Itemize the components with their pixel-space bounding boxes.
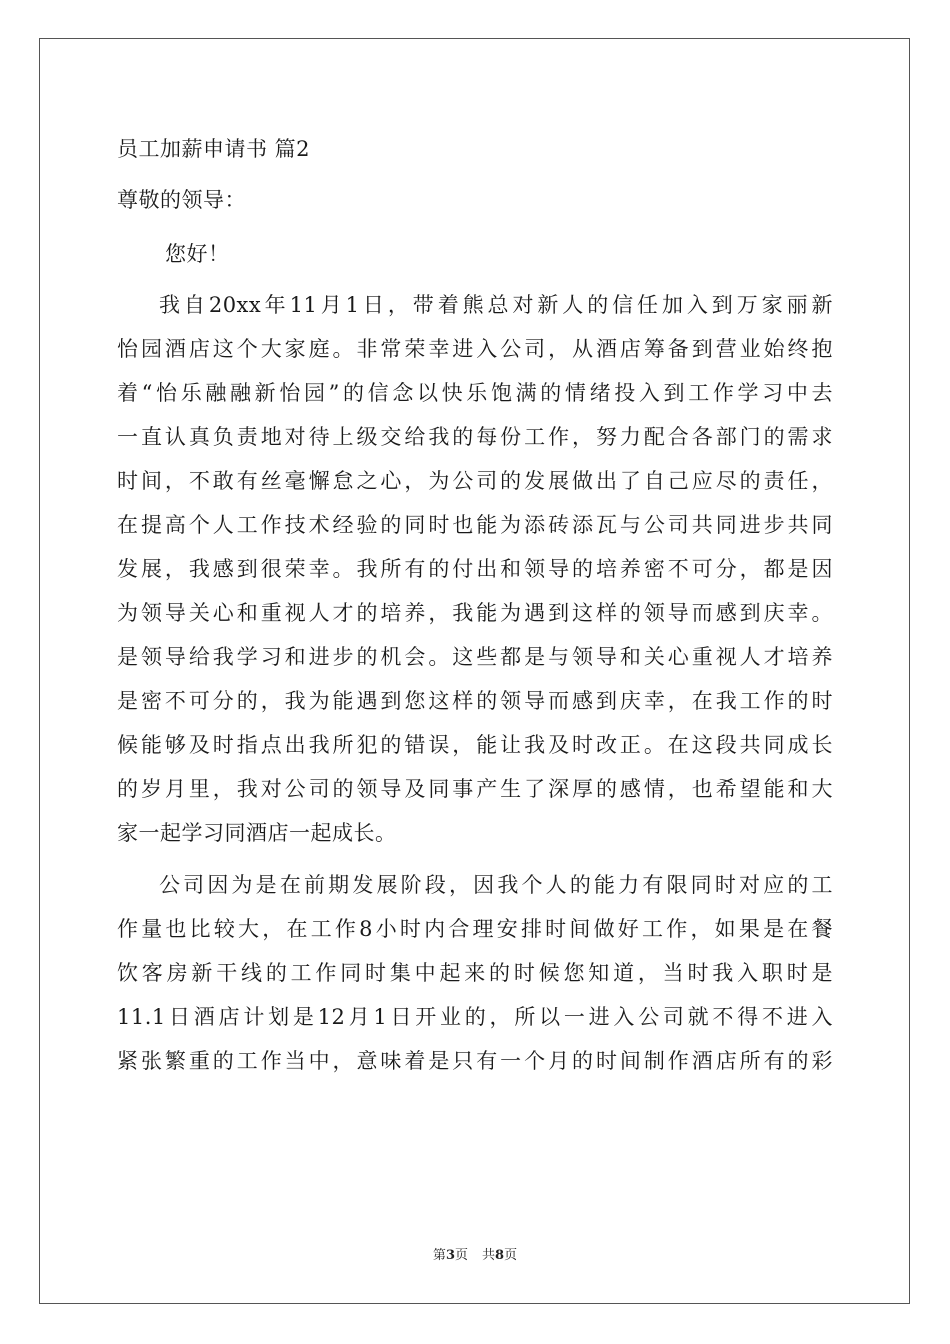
paragraph-line: 是密不可分的，我为能遇到您这样的领导而感到庆幸，在我工作的时	[117, 689, 833, 713]
paragraph-line: 候能够及时指点出我所犯的错误，能让我及时改正。在这段共同成长	[117, 733, 833, 757]
paragraph-2	[117, 863, 833, 1083]
paragraph-line: 在提高个人工作技术经验的同时也能为添砖添瓦与公司共同进步共同	[117, 513, 833, 537]
salutation: 尊敬的领导：	[117, 188, 246, 212]
page-prefix: 第	[432, 1248, 446, 1263]
paragraph-line: 11.1日酒店计划是12月1日开业的，所以一进入公司就不得不进入	[117, 1005, 833, 1029]
paragraph-line: 时间，不敢有丝毫懈怠之心，为公司的发展做出了自己应尽的责任，	[117, 469, 833, 493]
page-suffix: 页	[454, 1248, 468, 1263]
paragraph-line: 为领导关心和重视人才的培养，我能为遇到这样的领导而感到庆幸。	[117, 601, 833, 625]
paragraph-line: 家一起学习同酒店一起成长。	[117, 821, 397, 845]
paragraph-line: 发展，我感到很荣幸。我所有的付出和领导的培养密不可分，都是因	[117, 557, 833, 581]
page-number: 3	[445, 1248, 455, 1263]
total-prefix: 共	[482, 1248, 496, 1263]
paragraph-line: 作量也比较大，在工作8小时内合理安排时间做好工作，如果是在餐	[117, 917, 833, 941]
document-body	[117, 127, 833, 1083]
paragraph-line: 公司因为是在前期发展阶段，因我个人的能力有限同时对应的工	[159, 873, 833, 897]
greeting-line: 您好！	[165, 242, 230, 266]
paragraph-line: 一直认真负责地对待上级交给我的每份工作，努力配合各部门的需求	[117, 425, 833, 449]
total-suffix: 页	[504, 1248, 518, 1263]
paragraph-1	[117, 283, 833, 855]
total-pages: 8	[495, 1248, 505, 1263]
page-footer	[0, 1244, 950, 1263]
document-title: 员工加薪申请书 篇2	[117, 137, 311, 161]
paragraph-line: 是领导给我学习和进步的机会。这些都是与领导和关心重视人才培养	[117, 645, 833, 669]
paragraph-line: 饮客房新干线的工作同时集中起来的时候您知道，当时我入职时是	[117, 961, 833, 985]
paragraph-line: 着“怡乐融融新怡园”的信念以快乐饱满的情绪投入到工作学习中去	[117, 381, 833, 405]
paragraph-line: 紧张繁重的工作当中，意味着是只有一个月的时间制作酒店所有的彩	[117, 1049, 833, 1073]
paragraph-line: 我自20xx年11月1日，带着熊总对新人的信任加入到万家丽新	[159, 293, 833, 317]
paragraph-line: 怡园酒店这个大家庭。非常荣幸进入公司，从酒店筹备到营业始终抱	[117, 337, 833, 361]
paragraph-line: 的岁月里，我对公司的领导及同事产生了深厚的感情，也希望能和大	[117, 777, 833, 801]
